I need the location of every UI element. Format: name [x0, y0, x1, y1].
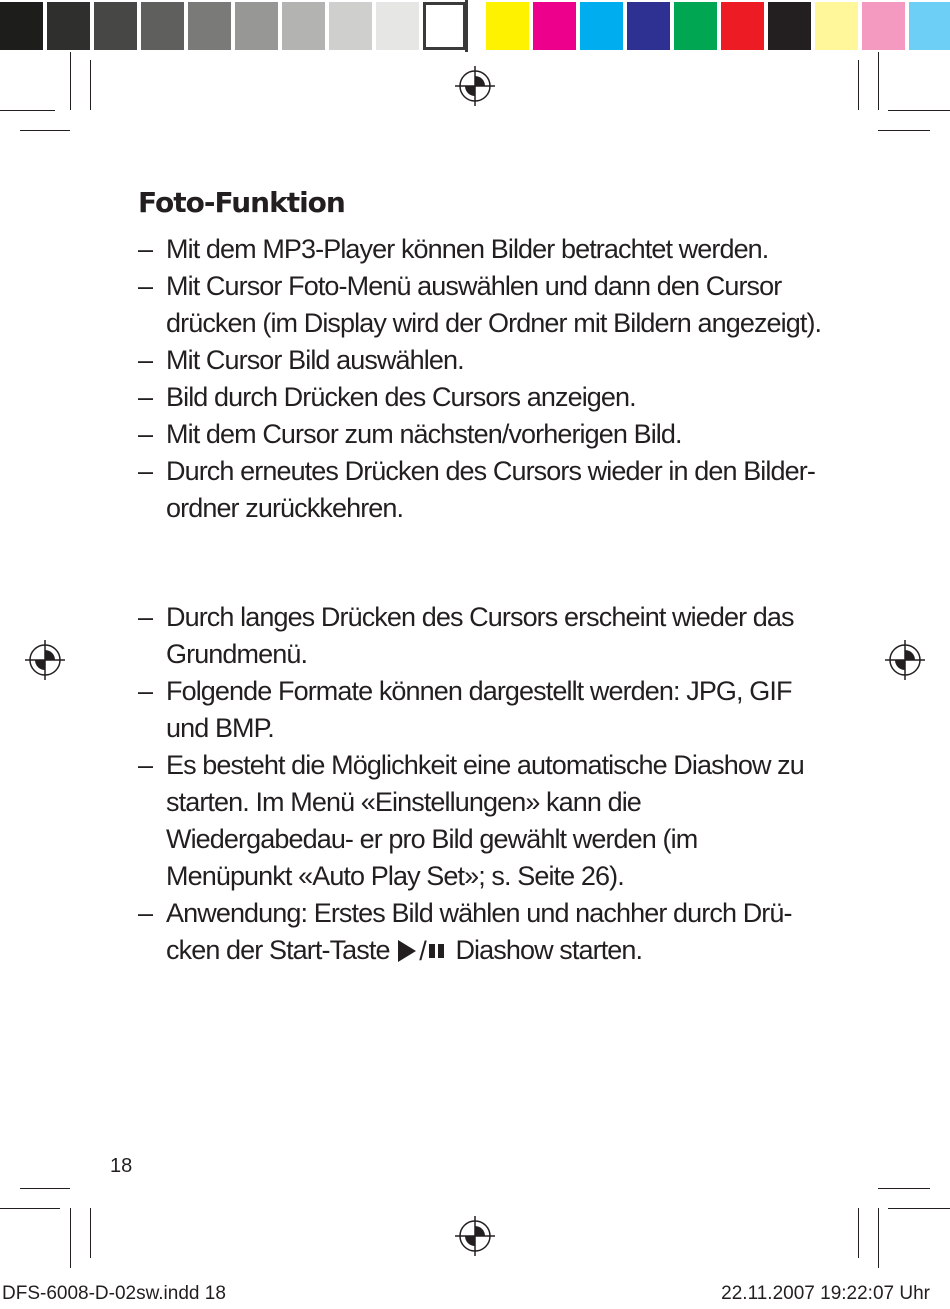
color-swatch — [721, 2, 764, 50]
crop-mark — [878, 1208, 879, 1268]
list-item — [138, 231, 828, 268]
crop-mark — [878, 52, 879, 110]
crop-mark — [0, 110, 55, 111]
list-item-text: Durch langes Drücken des Cursors erscheint wieder das Grundmenü. — [166, 602, 794, 669]
play-pause-separator: / — [419, 935, 426, 966]
page-number: 18 — [110, 1155, 133, 1177]
crop-mark — [90, 60, 91, 110]
crop-mark — [888, 1208, 950, 1209]
footer-datetime: 22.11.2007 19:22:07 Uhr — [721, 1283, 930, 1304]
grayscale-bar-frame — [0, 0, 468, 52]
registration-mark-icon — [25, 640, 65, 680]
color-swatch — [627, 2, 670, 50]
list-item — [138, 673, 828, 747]
color-swatch — [580, 2, 623, 50]
crop-mark — [90, 1208, 91, 1258]
list-item — [138, 416, 828, 453]
bullet-dash: – — [138, 676, 153, 706]
section-title: Foto-Funktion — [138, 186, 345, 219]
color-swatch — [862, 2, 905, 50]
crop-mark — [888, 110, 950, 111]
list-item — [138, 453, 828, 527]
play-icon — [398, 940, 416, 962]
crop-mark — [858, 1208, 859, 1258]
list-item-text: Mit Cursor Foto-Menü auswählen und dann den Cursor drücken (im Display wird der Ordner mit Bildern angezeigt). — [166, 271, 822, 338]
list-item — [138, 599, 828, 673]
list-item — [138, 895, 828, 970]
crop-mark — [70, 52, 71, 110]
color-swatch — [674, 2, 717, 50]
crop-mark — [878, 1188, 930, 1189]
list-item-text: Folgende Formate können dargestellt werden: JPG, GIF und BMP. — [166, 676, 792, 743]
crop-mark — [20, 130, 70, 131]
color-swatch — [768, 2, 811, 50]
color-swatch — [486, 2, 529, 50]
play-pause-control — [398, 933, 445, 970]
bullet-dash: – — [138, 345, 153, 375]
bullet-dash: – — [138, 382, 153, 412]
bullet-dash: – — [138, 898, 153, 928]
list-item-text: Mit dem Cursor zum nächsten/vorherigen Bild. — [166, 419, 682, 449]
crop-mark — [70, 1208, 71, 1268]
bullet-dash: – — [138, 419, 153, 449]
bullet-dash: – — [138, 602, 153, 632]
instruction-list-3 — [138, 895, 828, 970]
crop-mark — [20, 1188, 70, 1189]
crop-mark — [878, 130, 930, 131]
crop-mark — [0, 1208, 60, 1209]
instruction-list-1 — [138, 231, 828, 527]
registration-mark-icon — [455, 66, 495, 106]
list-item-text: Anwendung: Erstes Bild wählen und nachher durch Drü- cken der Start-Taste — [166, 898, 792, 965]
bullet-dash: – — [138, 234, 153, 264]
registration-mark-icon — [885, 640, 925, 680]
bullet-dash: – — [138, 456, 153, 486]
list-item-text: Mit Cursor Bild auswählen. — [166, 345, 464, 375]
list-item-text: Mit dem MP3-Player können Bilder betrachtet werden. — [166, 234, 769, 264]
footer-file: DFS-6008-D-02sw.indd 18 — [2, 1283, 226, 1304]
color-bar — [486, 2, 950, 50]
list-item-text: Es besteht die Möglichkeit eine automatische Diashow zu starten. Im Menü «Einstellungen» kann die Wiedergabedau- er pro Bild gewählt werden (im Menüpunkt «Auto Play Set»; s. Seite 26). — [166, 750, 804, 891]
bullet-dash: – — [138, 750, 153, 780]
crop-mark — [858, 60, 859, 110]
list-item — [138, 379, 828, 416]
list-item-text-end: Diashow starten. — [455, 935, 643, 965]
pause-icon — [429, 944, 445, 958]
bullet-dash: – — [138, 271, 153, 301]
color-swatch — [533, 2, 576, 50]
list-item — [138, 342, 828, 379]
instruction-list-2 — [138, 599, 828, 895]
list-item-text: Durch erneutes Drücken des Cursors wieder in den Bilder- ordner zurückkehren. — [166, 456, 815, 523]
registration-mark-icon — [455, 1216, 495, 1256]
list-item — [138, 268, 828, 342]
color-swatch — [909, 2, 950, 50]
list-item-text: Bild durch Drücken des Cursors anzeigen. — [166, 382, 636, 412]
color-swatch — [815, 2, 858, 50]
list-item — [138, 747, 828, 895]
foto-funktion-section — [138, 183, 828, 970]
